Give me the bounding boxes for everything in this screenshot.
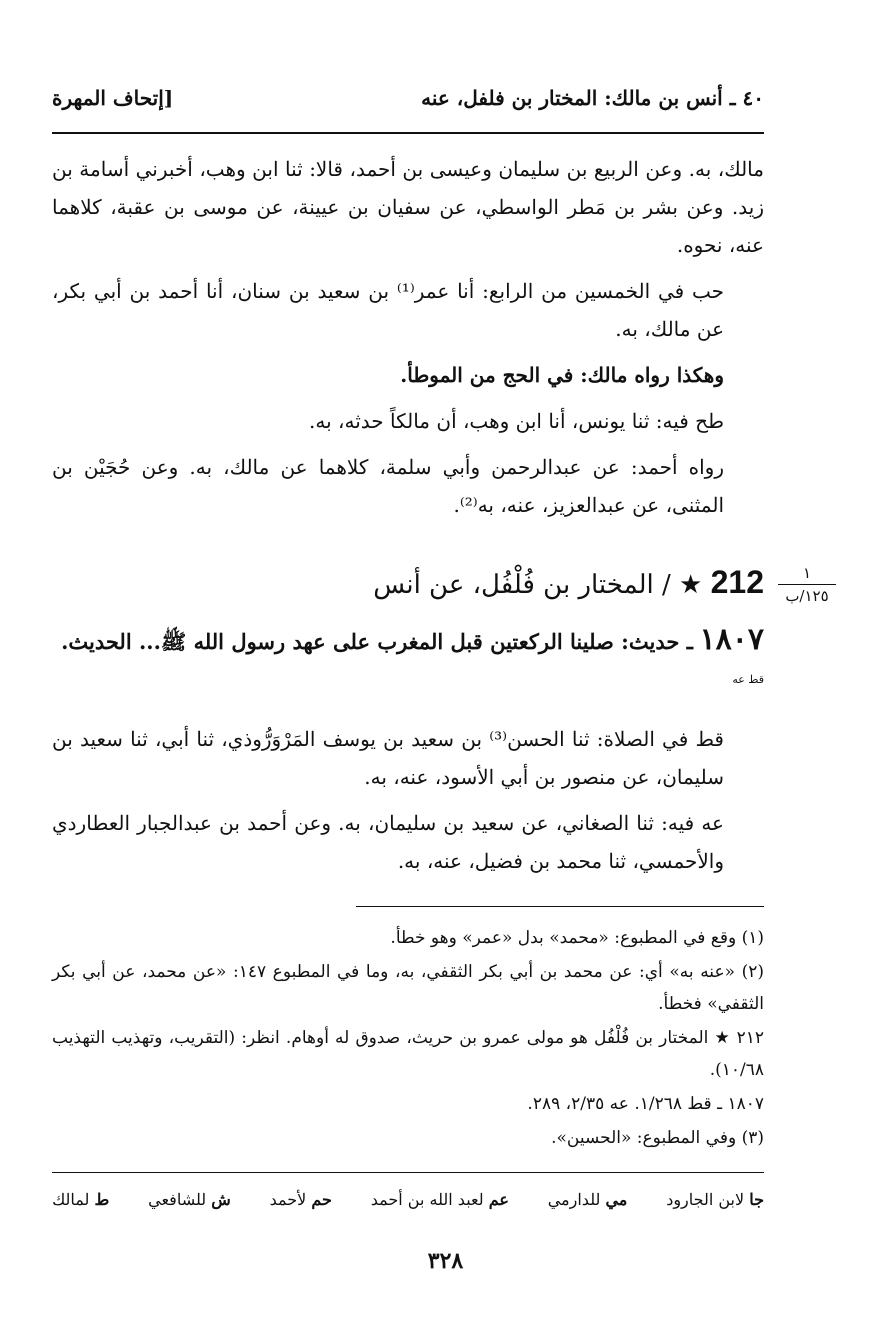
hadith-sigla: قط عه (732, 673, 764, 686)
paragraph: مالك، به. وعن الربيع بن سليمان وعيسى بن أحمد، قالا: ثنا ابن وهب، أخبرني أسامة بن زيد. وعن بشر بن مَطر الواسطي، عن سفيان بن عيينة، عن موسى بن عقبة، كلاهما عنه، نحوه. (52, 157, 764, 257)
upper-text-block (52, 150, 764, 532)
paragraph: قط في الصلاة: ثنا الحسن⁽³⁾ بن سعيد بن يوسف المَرْوَرُّوذي، ثنا أبي، ثنا سعيد بن سليمان، عن منصور بن أبي الأسود، عنه، به. (52, 727, 724, 789)
chapter-number: 212 (710, 564, 764, 600)
hadith-number: ١٨٠٧ (699, 622, 764, 657)
margin-manuscript-reference (772, 564, 842, 605)
footnote: (١) وقع في المطبوع: «محمد» بدل «عمر» وهو خطأ. (390, 928, 764, 948)
hadith-text: ـ حديث: صلينا الركعتين قبل المغرب على عهد رسول الله ﷺ... الحديث. (61, 629, 693, 654)
footnote: ٢١٢ ★ المختار بن فُلْفُل هو مولى عمرو بن حريث، صدوق له أوهام. انظر: (التقريب، وتهذيب التهذيب ١٠/٦٨). (52, 1028, 764, 1080)
legend-item: حم لأحمد (269, 1190, 332, 1209)
legend-item: ط لمالك (52, 1190, 110, 1209)
lower-text-block (52, 720, 764, 888)
margin-ref-bottom: ١٢٥/ب (785, 587, 829, 605)
margin-ref-divider (778, 584, 836, 585)
page-number: ٣٢٨ (427, 1248, 464, 1274)
header-rule (52, 132, 764, 134)
chapter-heading (52, 564, 764, 612)
footnote: (٣) وفي المطبوع: «الحسين». (551, 1128, 764, 1148)
footnote: (٢) «عنه به» أي: عن محمد بن أبي بكر الثقفي، به، وما في المطبوع ١٤٧: «عن محمد، عن أبي بكر الثقفي» فخطأ. (52, 962, 764, 1014)
footnote: ١٨٠٧ ـ قط ١/٢٦٨. عه ٢/٣٥، ٢٨٩. (527, 1094, 764, 1114)
chapter-title: / المختار بن فُلْفُل، عن أنس (373, 570, 671, 600)
paragraph: عه فيه: ثنا الصغاني، عن سعيد بن سليمان، به. وعن أحمد بن عبدالجبار العطاردي والأحمسي، ثنا محمد بن فضيل، عنه، به. (52, 811, 724, 873)
margin-ref-top: ١ (802, 564, 812, 582)
footnote-rule (356, 906, 764, 907)
header-title: ٤٠ ـ أنس بن مالك: المختار بن فلفل، عنه (421, 86, 764, 110)
paragraph: رواه أحمد: عن عبدالرحمن وأبي سلمة، كلاهما عن مالك، به. وعن حُجَيْن بن المثنى، عن عبدالعزيز، عنه، به⁽²⁾. (52, 455, 724, 517)
legend-rule (52, 1172, 764, 1173)
paragraph: طح فيه: ثنا يونس، أنا ابن وهب، أن مالكاً حدثه، به. (309, 409, 724, 433)
header-book-title: [إتحاف المهرة (52, 86, 174, 110)
paragraph: وهكذا رواه مالك: في الحج من الموطأ. (400, 363, 724, 387)
running-header (52, 86, 764, 120)
legend-item: ش للشافعي (148, 1190, 231, 1209)
paragraph: حب في الخمسين من الرابع: أنا عمر⁽¹⁾ بن سعيد بن سنان، أنا أحمد بن أبي بكر، عن مالك، به. (52, 279, 725, 341)
sigla-legend (52, 1190, 764, 1220)
legend-item: عم لعبد الله بن أحمد (370, 1190, 509, 1209)
footnotes (52, 922, 764, 1156)
legend-item: مي للدارمي (547, 1190, 628, 1209)
hadith-entry (52, 622, 764, 686)
legend-item: جا لابن الجارود (666, 1190, 764, 1209)
star-icon: ★ (679, 570, 703, 600)
